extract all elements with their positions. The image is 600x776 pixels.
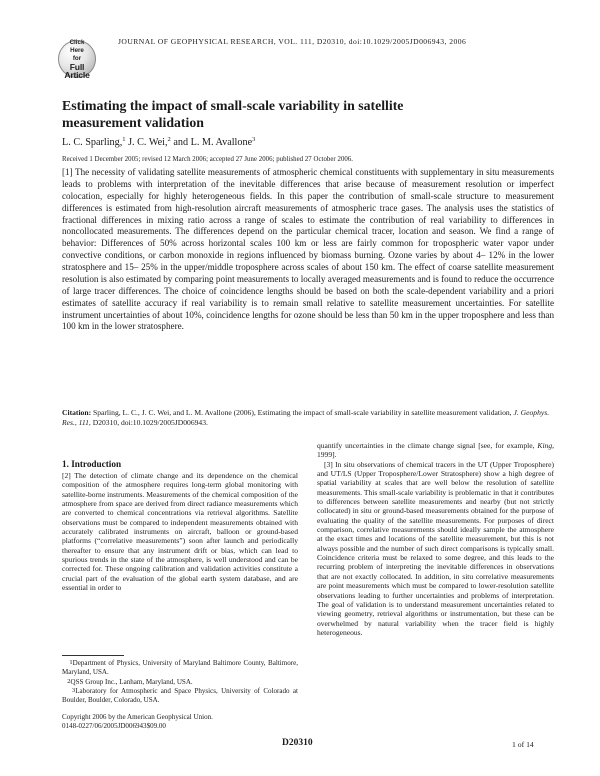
abstract-text: The necessity of validating satellite measurements of atmospheric chemical constituents with supplementary in situ measurements leads to problems with interpretation of the inevitable differences that arise because of measurement resolution or imperfect colocation, especially for highly heterogeneous fields. In this paper the contribution of small-scale structure to measurement differences is estimated from high-resolution aircraft measurements of atmospheric trace gases. The analysis uses the statistics of fractional differences in mixing ratio across a range of scales to estimate the contribution of real variability to differences in noncollocated measurements. The differences depend on the particular chemical tracer, location and season. We find a range of behavior: Differences of 50% across horizontal scales 100 km or less are fairly common for tropospheric water vapor under convective conditions, or carbon monoxide in regions influenced by biomass burning. Ozone varies by about 4– 12% in the lower stratosphere and 15– 25% in the upper/middle troposphere across scales of about 150 km. The effect of coarse satellite measurement resolution is also estimated by comparing point measurements to locally averaged measurements and is found to reduce the occurrence of large tracer differences. The choice of coincidence lengths should be based on both the scale-dependent variability and a priori estimates of satellite accuracy if real variability is to remain small relative to satellite measurement uncertainties. For satellite instrument uncertainties of about 10%, coincidence lengths for ozone should be less than 50 km in the upper troposphere and less than 100 km in the lower stratosphere. [62,167,554,332]
footnote [62,659,298,678]
footnote-text: Laboratory for Atmospheric and Space Physics, University of Colorado at Boulder, Boulder, Colorado, USA. [62,686,298,705]
paragraph-marker: [2] [62,471,71,480]
citation-text: Sparling, L. C., J. C. Wei, and L. M. Avallone (2006), Estimating the impact of small-scale variability in satellite measurement validation, [91,408,514,417]
footnote-mark: 1 [69,659,73,666]
badge-text: Full [69,62,85,72]
author-affiliation-mark: 2 [167,136,171,143]
footnote [62,687,298,706]
body-column-right [317,441,554,637]
copyright-notice [62,713,298,732]
reference-author: King [537,441,553,450]
journal-header: JOURNAL OF GEOPHYSICAL RESEARCH, VOL. 111, D20310, doi:10.1029/2005JD006943, 2006 [118,37,467,46]
author-name: J. C. Wei, [125,137,168,148]
citation-text: D20310, doi:10.1029/2005JD006943. [90,418,208,427]
citation [62,408,554,428]
paragraph-marker: [3] [323,459,333,469]
page-number: 1 of 14 [512,740,534,749]
footnotes [62,659,298,705]
badge-text: for [72,55,82,62]
author-name: and L. M. Avallone [170,137,253,148]
citation-journal: J. Geophys. Res., 111, [62,408,550,427]
article-id: D20310 [282,738,313,748]
paragraph-text: In situ observations of chemical tracers in the UT (Upper Troposphere) and UT/LS (Upper Troposphere/Lower Stratosphere) show a high degree of spatial variability at scales that are well below the resolution of satellite measurements. This small-scale variability is problematic in that it contributes to differences between satellite measurements and nearby (but not strictly collocated) in situ or ground-based measurements obtained for the purpose of evaluating the quality of the satellite measurements. For purposes of direct comparison, correlative measurements should ideally sample the atmosphere at the exact times and locations of the satellite measurement, but this is not always possible and the number of such direct comparisons is typically small. Coincidence criteria must be relaxed to some degree, and this leads to the recurring problem of interpreting the inevitable differences in observations that are not exactly collocated. In addition, in situ correlative measurements are point measurements which must be compared to lower-resolution satellite observations leading to further uncertainties and problems of interpretation. The goal of validation is to understand measurement uncertainties related to viewing geometry, retrieval algorithms or instrumentation, but these can be overwhelmed by natural variability when the tracer field is highly heterogeneous. [317,459,554,637]
badge-text: Click [69,39,85,46]
abstract [62,167,554,333]
badge-text: Here [70,47,84,54]
author-affiliation-mark: 3 [252,136,256,143]
body-column-left [62,471,298,592]
copyright-line: Copyright 2006 by the American Geophysical Union. [62,713,213,721]
paper-title: Estimating the impact of small-scale variability in satellite measurement validation [62,98,404,130]
author-list [62,137,255,148]
copyright-line: 0148-0227/06/2005JD006943$09.00 [62,722,166,731]
badge-text: Article [64,70,90,80]
footnote-mark: 3 [72,686,76,694]
author-affiliation-mark: 1 [122,136,126,143]
received-dates: Received 1 December 2005; revised 12 March 2006; accepted 27 June 2006; published 27 October 2006. [62,156,354,163]
paragraph-text: quantify uncertainties in the climate change signal [see, for example, [317,441,538,450]
paragraph-marker: [1] [62,167,73,177]
author-name: L. C. Sparling, [62,137,123,148]
full-article-badge[interactable] [58,40,96,78]
section-heading: 1. Introduction [62,459,122,469]
footnote-divider [62,655,124,656]
footnote-text: Department of Physics, University of Maryland Baltimore County, Baltimore, Maryland, USA. [62,659,298,677]
footnote-mark: 2 [67,677,71,685]
citation-label: Citation: [62,408,92,417]
footnote [62,678,298,687]
footnote-text: QSS Group Inc., Lanham, Maryland, USA. [70,677,193,686]
paragraph-text: , 1999]. [317,441,554,460]
paragraph-text: The detection of climate change and its dependence on the chemical composition of the atmosphere requires long-term global monitoring with satellite-borne instruments. Measurements of the chemical composition of the atmosphere from space are derived from direct radiance measurements which are converted to chemical concentrations via retrieval algorithms. Satellite observations must be compared to independent measurements obtained with accurately calibrated instruments on aircraft, balloon or ground-based platforms (“correlative measurements”) soon after launch and periodically thereafter to ensure that any instrument drift or bias, which can lead to spurious trends in the state of the atmosphere, is well understood and can be corrected for. These ongoing calibration and validation activities constitute a crucial part of the evaluation of the global earth system database, and are essential in order to [62,471,298,593]
